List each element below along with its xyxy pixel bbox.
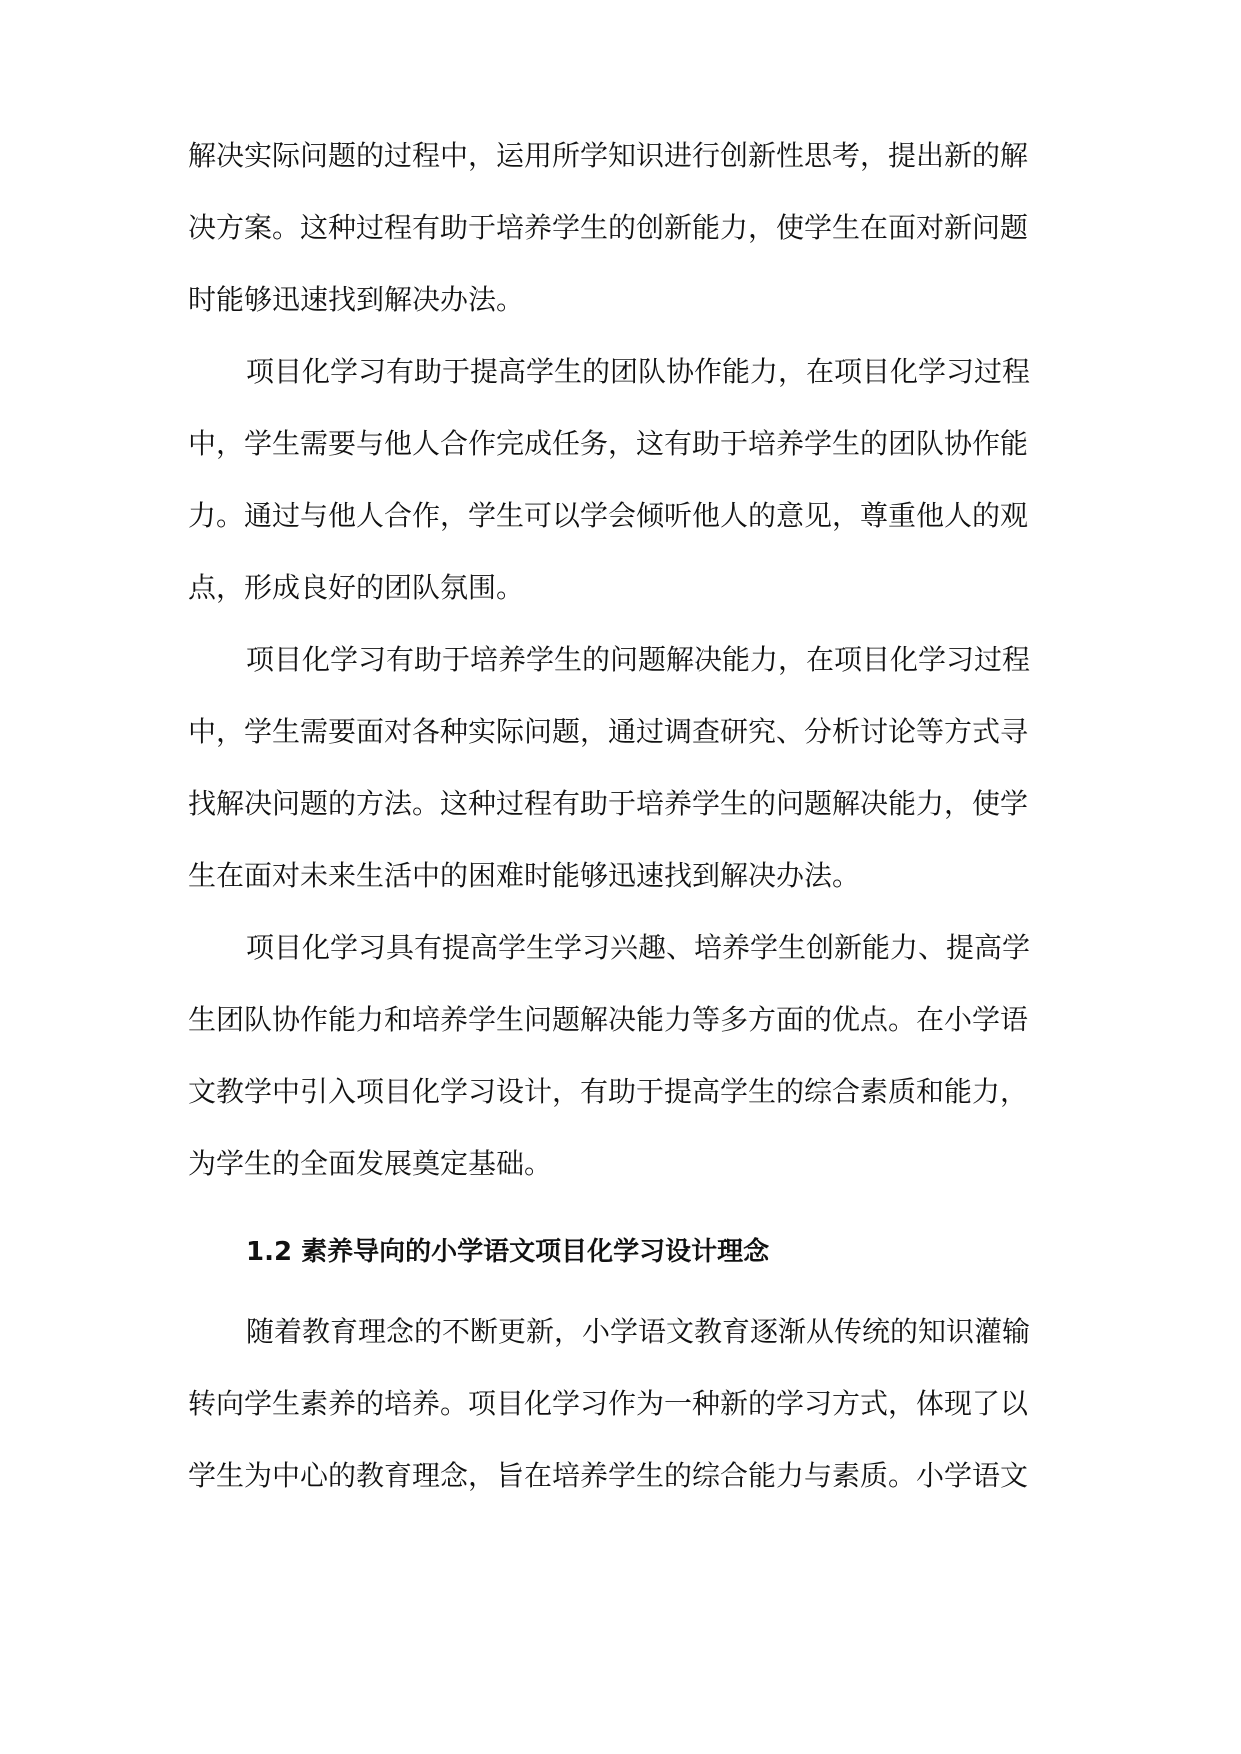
paragraph-line: 点，形成良好的团队氛围。 [188, 571, 525, 604]
paragraph-line: 解决实际问题的过程中，运用所学知识进行创新性思考，提出新的解 [188, 139, 1029, 172]
paragraph-line: 中，学生需要与他人合作完成任务，这有助于培养学生的团队协作能 [188, 427, 1029, 460]
section-heading: 1.2 素养导向的小学语文项目化学习设计理念 [246, 1237, 770, 1267]
paragraph-line: 时能够迅速找到解决办法。 [188, 283, 525, 316]
paragraph-line: 为学生的全面发展奠定基础。 [188, 1147, 553, 1180]
paragraph-line: 生在面对未来生活中的困难时能够迅速找到解决办法。 [188, 859, 861, 892]
paragraph-line: 学生为中心的教育理念，旨在培养学生的综合能力与素质。小学语文 [188, 1459, 1029, 1492]
paragraph-first-line: 项目化学习有助于提高学生的团队协作能力，在项目化学习过程 [246, 355, 1031, 388]
paragraph-line: 生团队协作能力和培养学生问题解决能力等多方面的优点。在小学语 [188, 1003, 1029, 1036]
paragraph-line: 决方案。这种过程有助于培养学生的创新能力，使学生在面对新问题 [188, 211, 1029, 244]
paragraph-line: 中，学生需要面对各种实际问题，通过调查研究、分析讨论等方式寻 [188, 715, 1029, 748]
paragraph-first-line: 随着教育理念的不断更新，小学语文教育逐渐从传统的知识灌输 [246, 1315, 1031, 1348]
paragraph-first-line: 项目化学习具有提高学生学习兴趣、培养学生创新能力、提高学 [246, 931, 1031, 964]
paragraph-first-line: 项目化学习有助于培养学生的问题解决能力，在项目化学习过程 [246, 643, 1031, 676]
paragraph-line: 文教学中引入项目化学习设计，有助于提高学生的综合素质和能力， [188, 1075, 1029, 1108]
paragraph-line: 转向学生素养的培养。项目化学习作为一种新的学习方式，体现了以 [188, 1387, 1029, 1420]
paragraph-line: 力。通过与他人合作，学生可以学会倾听他人的意见，尊重他人的观 [188, 499, 1029, 532]
paragraph-line: 找解决问题的方法。这种过程有助于培养学生的问题解决能力，使学 [188, 787, 1029, 820]
